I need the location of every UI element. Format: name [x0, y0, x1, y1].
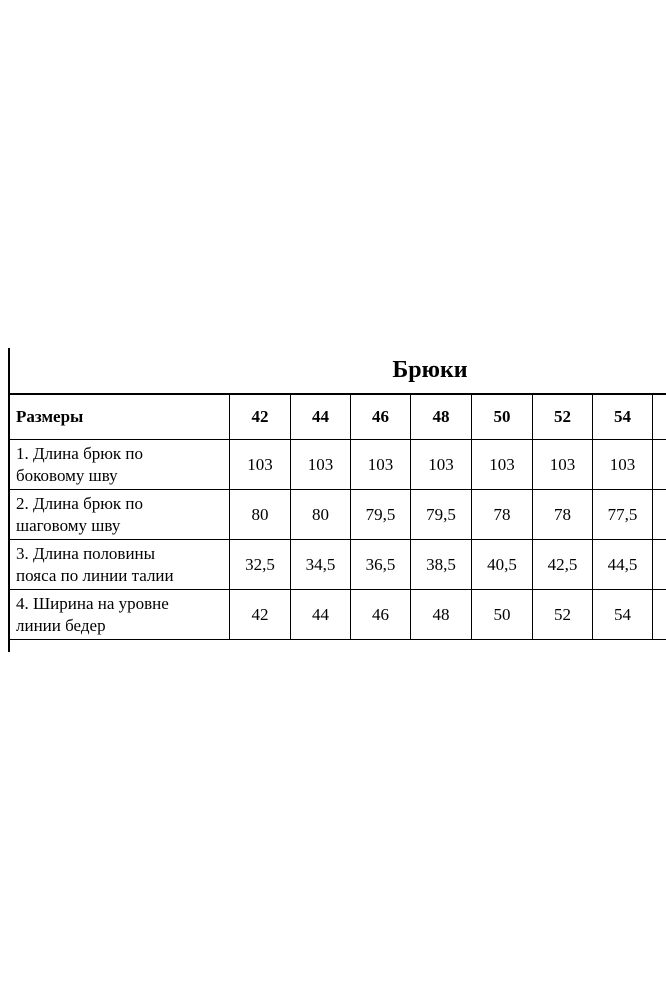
row-label-line: 3. Длина половины — [16, 543, 156, 563]
corner-label: Размеры — [9, 394, 230, 440]
table-cell: 52 — [533, 590, 593, 640]
table-row — [9, 590, 666, 640]
row-label — [9, 440, 230, 490]
row-label — [9, 590, 230, 640]
cropped-cell — [653, 440, 666, 490]
table-title: Брюки — [392, 357, 468, 383]
table-cell: 79,5 — [351, 490, 411, 540]
table-cell: 78 — [533, 490, 593, 540]
table-cell: 103 — [593, 440, 653, 490]
row-label-line: пояса по линии талии — [16, 565, 174, 585]
row-label — [9, 540, 230, 590]
size-header: 52 — [533, 394, 593, 440]
table-cell: 36,5 — [351, 540, 411, 590]
row-label-line: 2. Длина брюк по — [16, 493, 144, 513]
size-header: 50 — [472, 394, 533, 440]
table-cell: 32,5 — [230, 540, 291, 590]
cropped-cell — [653, 490, 666, 540]
table-cell: 77,5 — [593, 490, 653, 540]
row-label-line: линии бедер — [16, 615, 106, 635]
table-cell: 48 — [411, 590, 472, 640]
table-row — [9, 490, 666, 540]
table-cell: 78 — [472, 490, 533, 540]
size-header: 44 — [291, 394, 351, 440]
cropped-cell — [653, 590, 666, 640]
table-cell: 50 — [472, 590, 533, 640]
size-table — [8, 393, 666, 640]
table-row — [9, 540, 666, 590]
table-cell: 42 — [230, 590, 291, 640]
table-row — [9, 440, 666, 490]
row-label-line: шаговому шву — [16, 515, 121, 535]
table-cell: 103 — [533, 440, 593, 490]
table-cell: 38,5 — [411, 540, 472, 590]
table-cell: 80 — [230, 490, 291, 540]
cropped-cell — [653, 540, 666, 590]
row-label-line: 1. Длина брюк по — [16, 443, 144, 463]
table-header-row — [9, 394, 666, 440]
table-cell: 103 — [472, 440, 533, 490]
table-cell: 40,5 — [472, 540, 533, 590]
table-cell: 103 — [230, 440, 291, 490]
table-cell: 46 — [351, 590, 411, 640]
table-cell: 79,5 — [411, 490, 472, 540]
row-label-line: 4. Ширина на уровне — [16, 593, 169, 613]
size-header: 46 — [351, 394, 411, 440]
size-header: 48 — [411, 394, 472, 440]
table-cell: 54 — [593, 590, 653, 640]
cropped-cell — [653, 394, 666, 440]
row-label — [9, 490, 230, 540]
table-cell: 44,5 — [593, 540, 653, 590]
table-cell: 34,5 — [291, 540, 351, 590]
frame-bottom-tick — [8, 638, 10, 652]
table-cell: 42,5 — [533, 540, 593, 590]
table-cell: 103 — [291, 440, 351, 490]
row-label-line: боковому шву — [16, 465, 118, 485]
table-cell: 44 — [291, 590, 351, 640]
size-header: 42 — [230, 394, 291, 440]
table-cell: 103 — [351, 440, 411, 490]
size-header: 54 — [593, 394, 653, 440]
table-cell: 80 — [291, 490, 351, 540]
table-cell: 103 — [411, 440, 472, 490]
